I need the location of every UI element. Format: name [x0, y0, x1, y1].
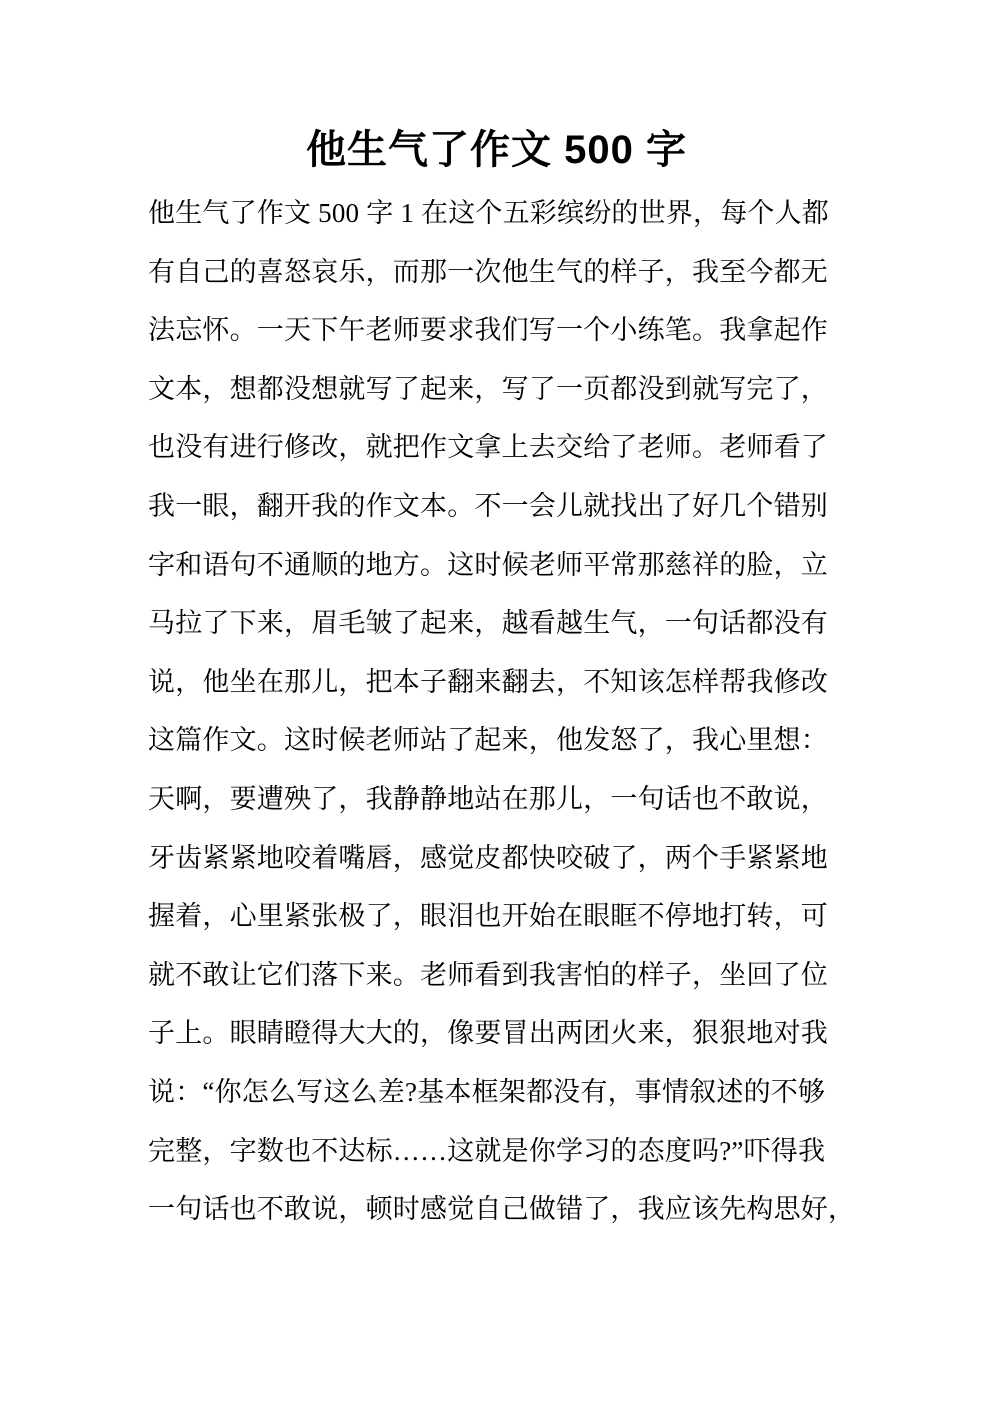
body-line: 马拉了下来，眉毛皱了起来，越看越生气，一句话都没有 [148, 608, 828, 639]
body-line: 有自己的喜怒哀乐，而那一次他生气的样子，我至今都无 [148, 256, 828, 287]
body-line: 字和语句不通顺的地方。这时候老师平常那慈祥的脸，立 [148, 549, 828, 580]
document-title: 他生气了作文 500 字 [306, 128, 687, 172]
body-line: 一句话也不敢说，顿时感觉自己做错了，我应该先构思好， [148, 1194, 856, 1225]
body-line: 也没有进行修改，就把作文拿上去交给了老师。老师看了 [148, 432, 828, 463]
body-line: 我一眼，翻开我的作文本。不一会儿就找出了好几个错别 [148, 490, 828, 521]
body-line: 握着，心里紧张极了，眼泪也开始在眼眶不停地打转，可 [148, 901, 828, 932]
document-body [148, 184, 858, 1239]
body-line: 牙齿紧紧地咬着嘴唇，感觉皮都快咬破了，两个手紧紧地 [148, 842, 828, 873]
body-line: 完整，字数也不达标……这就是你学习的态度吗?”吓得我 [148, 1135, 826, 1166]
body-line: 这篇作文。这时候老师站了起来，他发怒了，我心里想： [148, 725, 828, 756]
body-line: 就不敢让它们落下来。老师看到我害怕的样子，坐回了位 [148, 959, 828, 990]
body-line: 说：“你怎么写这么差?基本框架都没有，事情叙述的不够 [148, 1076, 826, 1107]
body-line: 他生气了作文 500 字 1 在这个五彩缤纷的世界，每个人都 [148, 198, 829, 228]
body-line: 说，他坐在那儿，把本子翻来翻去，不知该怎样帮我修改 [148, 666, 828, 697]
body-line: 天啊，要遭殃了，我静静地站在那儿，一句话也不敢说， [148, 783, 828, 814]
body-line: 文本，想都没想就写了起来，写了一页都没到就写完了， [148, 373, 828, 404]
body-line: 法忘怀。一天下午老师要求我们写一个小练笔。我拿起作 [148, 315, 828, 346]
body-line: 子上。眼睛瞪得大大的，像要冒出两团火来，狠狠地对我 [148, 1018, 828, 1049]
